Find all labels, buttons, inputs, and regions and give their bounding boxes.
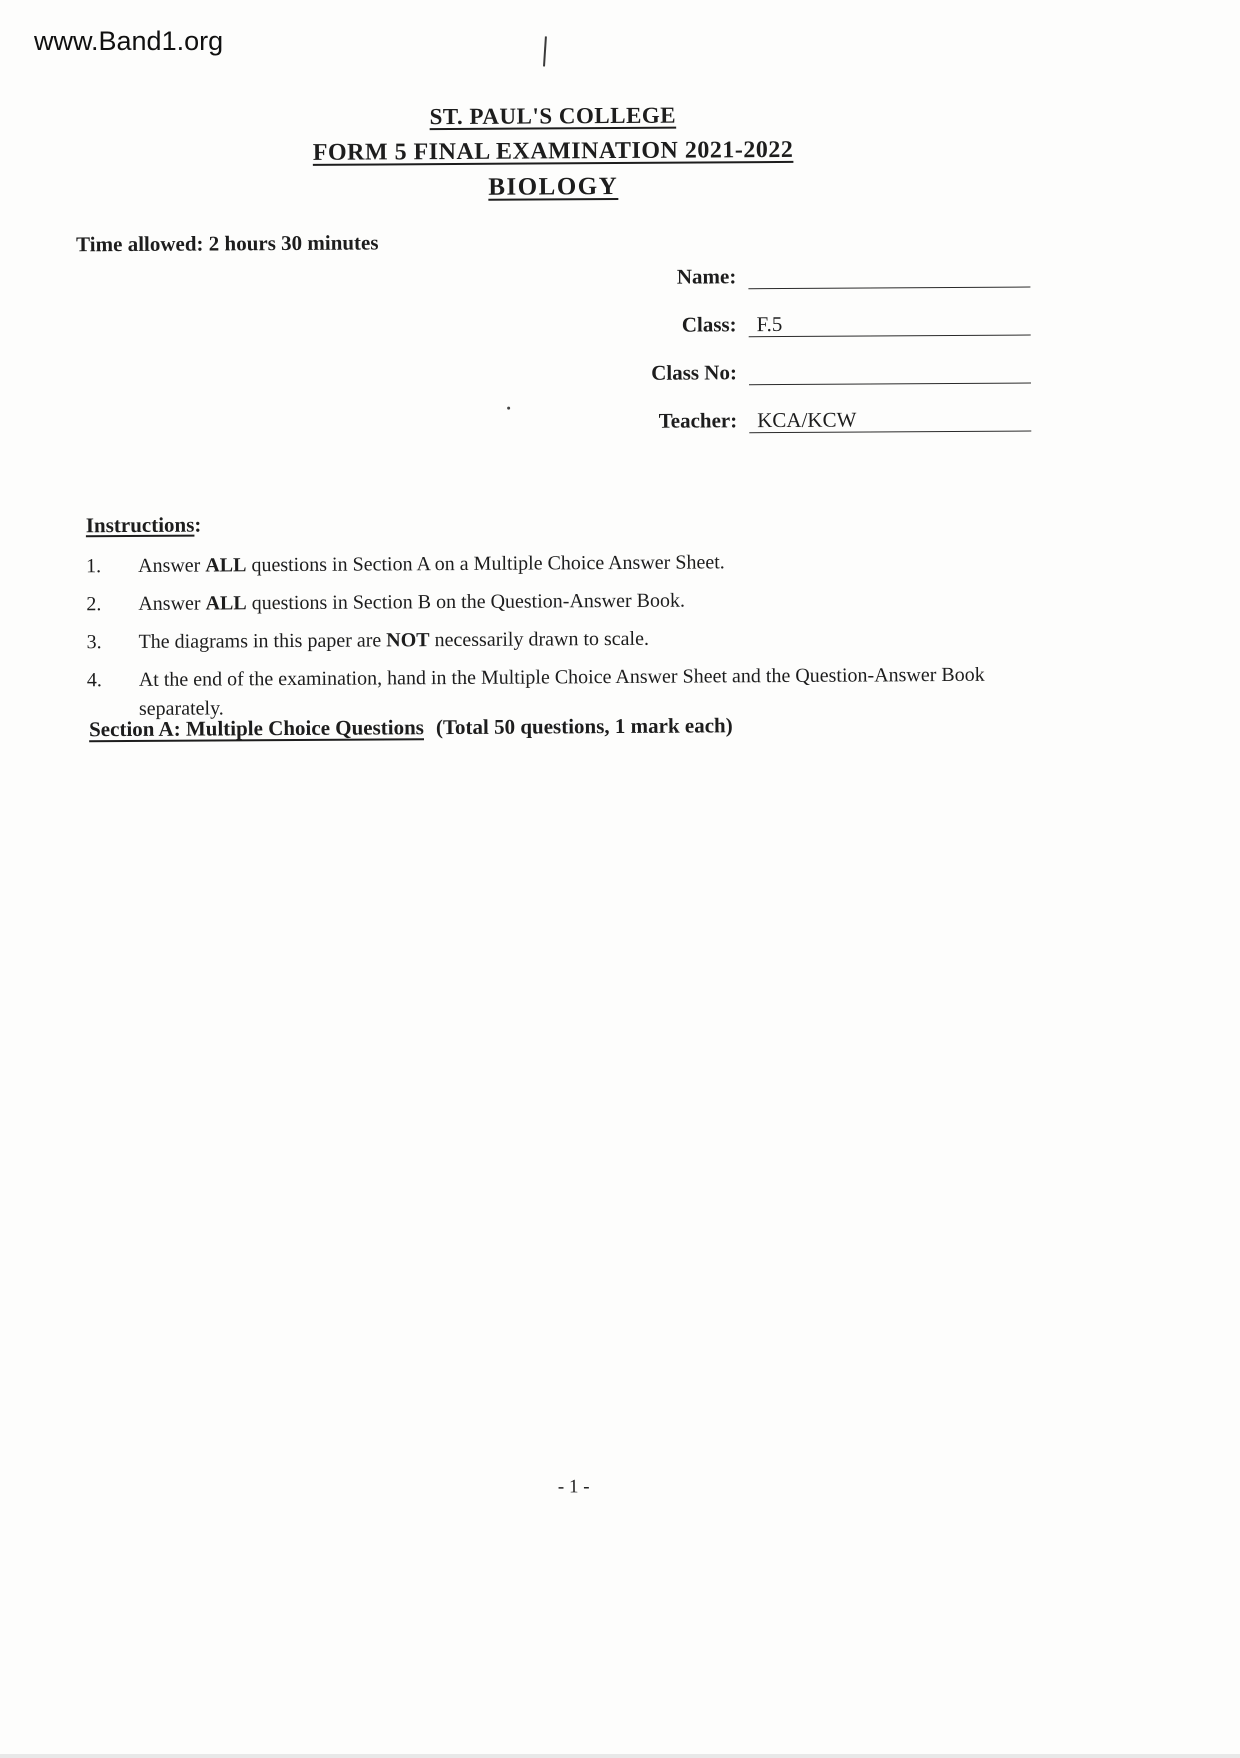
instruction-number: 4. [87,666,121,724]
instruction-text-post: questions in Section B on the Question-Answer Book. [247,590,685,615]
instruction-text-pre: At the end of the examination, hand in the Multiple Choice Answer Sheet and the Question-Answer Book separately. [139,664,985,720]
class-line [749,310,1031,337]
instruction-item [86,622,1066,657]
time-allowed-text: Time allowed: 2 hours 30 minutes [76,230,379,257]
scan-artifact-line [543,36,547,66]
instruction-item [86,584,1066,619]
instruction-text-pre: The diagrams in this paper are [138,629,386,653]
instruction-text [120,546,1066,581]
watermark: www.Band1.org [34,26,223,57]
name-line [748,262,1030,289]
instruction-text [120,622,1066,657]
class-label: Class: [557,312,749,338]
instructions-list [86,546,1067,724]
instruction-text-bold: ALL [205,592,246,614]
instruction-text-post: necessarily drawn to scale. [430,628,649,651]
instructions-section [86,507,1067,733]
page-number: - 1 - [4,1473,1144,1502]
instruction-text-post: questions in Section A on a Multiple Choice Answer Sheet. [246,551,724,576]
field-row-teacher [557,405,1047,434]
instruction-number: 2. [86,590,120,619]
heading-block [0,100,1111,205]
instruction-text-bold: NOT [386,629,429,651]
teacher-value: KCA/KCW [757,408,856,433]
scan-speck [507,407,510,410]
field-row-class-no [557,357,1047,386]
candidate-fields [556,261,1047,456]
instruction-number: 3. [86,628,120,657]
section-a-heading [89,713,733,742]
field-row-name [556,261,1046,290]
instructions-title-text: Instructions [86,513,195,538]
subject-title: BIOLOGY [0,170,1111,205]
instruction-text-bold: ALL [205,554,246,576]
exam-title: FORM 5 FINAL EXAMINATION 2021-2022 [0,135,1111,169]
instruction-item [86,546,1066,581]
name-label: Name: [556,264,748,290]
class-value: F.5 [757,312,783,336]
section-a-title: Section A: Multiple Choice Questions [89,715,424,741]
teacher-line [749,406,1031,433]
class-no-label: Class No: [557,360,749,386]
teacher-label: Teacher: [557,408,749,434]
instruction-text [120,584,1066,619]
class-no-line [749,358,1031,385]
instruction-text-pre: Answer [138,593,205,615]
section-a-note: (Total 50 questions, 1 mark each) [436,713,733,739]
instruction-text-pre: Answer [138,555,205,577]
school-title: ST. PAUL'S COLLEGE [0,100,1110,133]
instructions-title [86,507,1066,538]
instruction-number: 1. [86,552,120,581]
instructions-title-colon: : [194,513,201,537]
field-row-class [557,309,1047,338]
